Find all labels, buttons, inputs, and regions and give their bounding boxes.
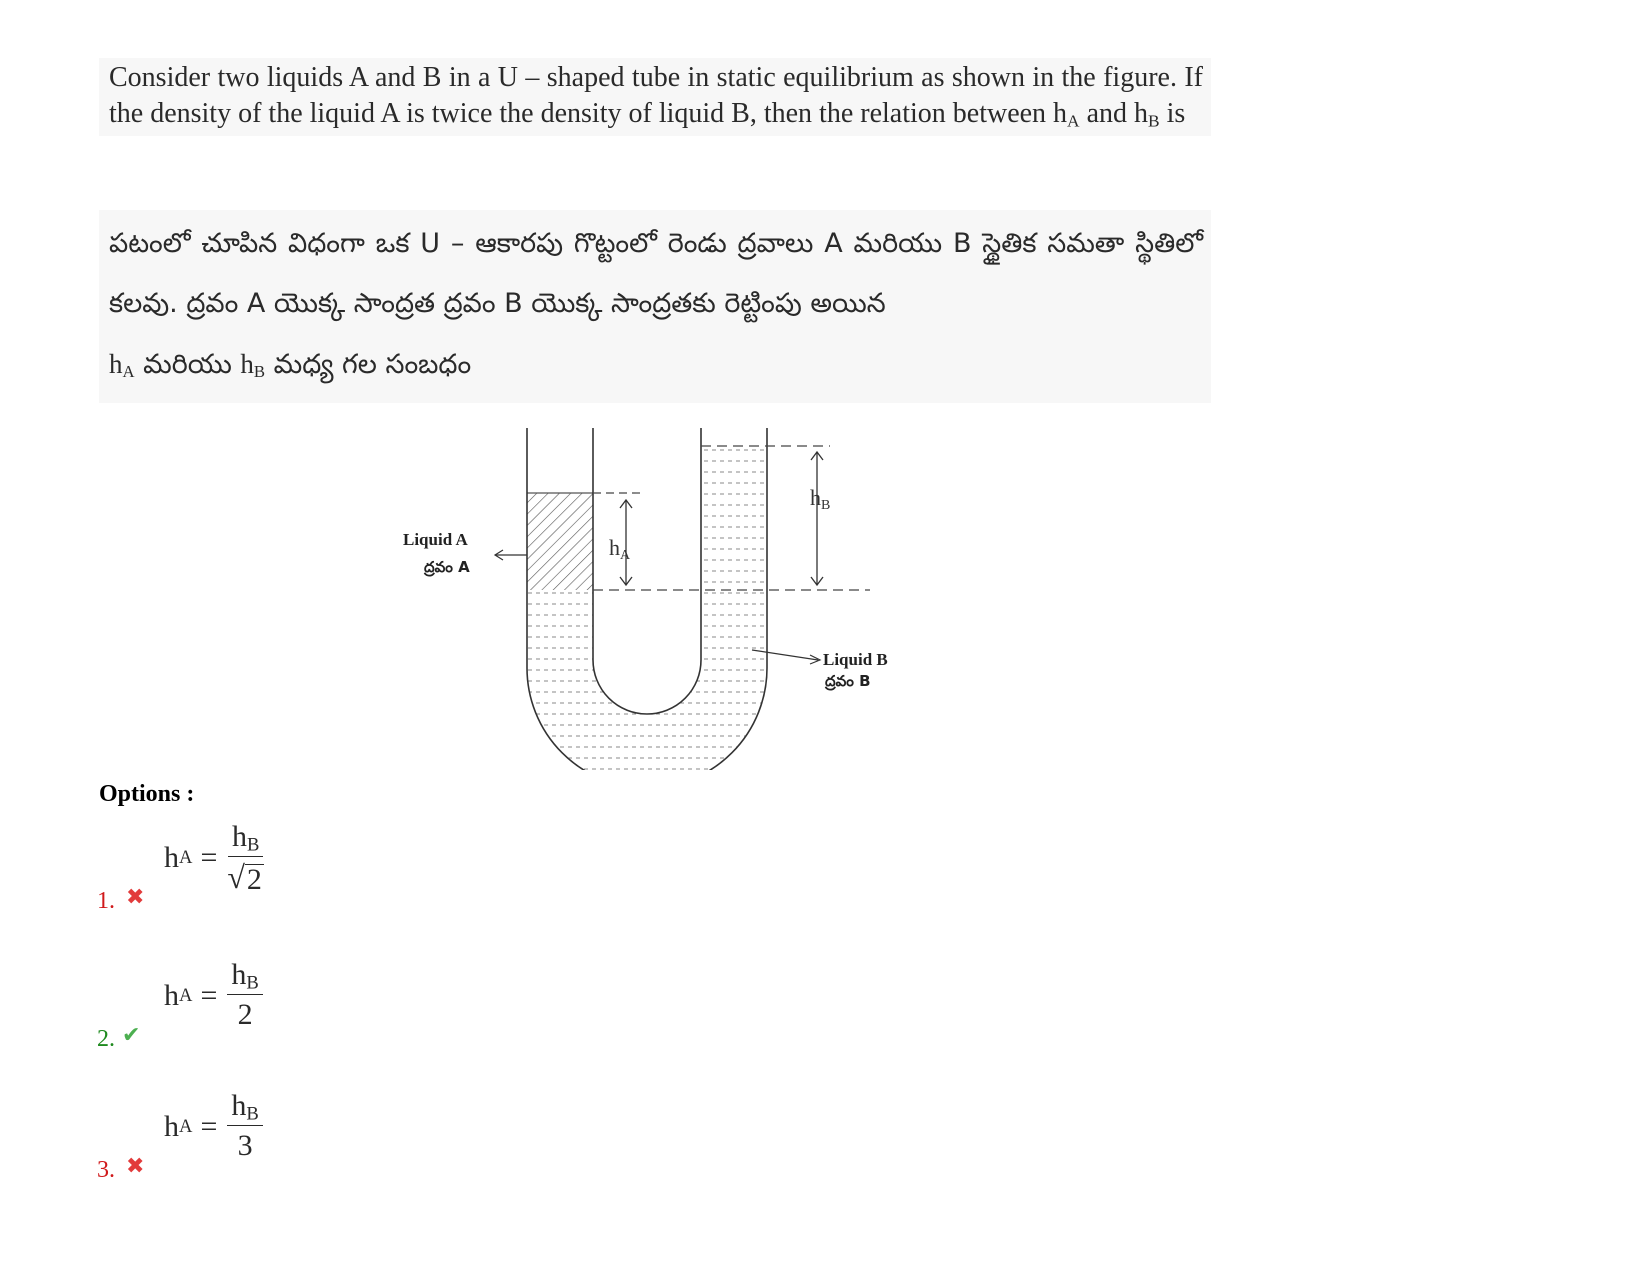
hb-label: hB (810, 485, 831, 513)
wrong-icon: ✖ (126, 884, 145, 909)
option-2[interactable] (97, 958, 497, 1058)
subscript-a: A (1067, 111, 1080, 131)
tube-inner-wall (593, 428, 701, 714)
subscript-a: A (122, 362, 135, 382)
option-3-formula: h A = $\frac{h_B}{3}$ (164, 1089, 263, 1164)
option-3[interactable] (97, 1089, 497, 1189)
question-text-part: and h (1079, 98, 1149, 129)
option-2-formula: h A = $\frac{h_B}{2}$ (164, 958, 263, 1033)
telugu-text-part: పటంలో చూపిన విధంగా ఒక U – ఆకారపు గొట్టంలో రెండు ద్రవాలు A మరియు B స్థైతిక సమతా స్థితిలో కలవు. ద్రవం A యొక్క సాంద్రత ద్రవం B యొక్క సాంద్రతకు రెట్టింపు అయిన (109, 228, 1203, 319)
liquid-a-fill (527, 493, 593, 590)
option-number: 1. (97, 888, 115, 914)
options-title: Options : (99, 781, 195, 807)
question-text-part: Consider two liquids A and B in a U – shaped tube in static equilibrium as shown in the figure. If the density of the liquid A is twice the density of liquid B, then the relation between h (109, 62, 1203, 129)
u-tube-diagram (390, 420, 910, 770)
question-text-telugu (99, 210, 1211, 403)
option-1[interactable] (97, 820, 497, 920)
subscript-b: B (1148, 111, 1160, 131)
liquid-a-label-telugu: ద్రవం A (424, 558, 470, 576)
telugu-text-part: మరియు (134, 349, 241, 380)
question-text-english (99, 58, 1211, 136)
liquid-b-label-telugu: ద్రవం B (825, 672, 871, 690)
option-1-formula: h A = $h_B$ √ 2 (164, 820, 262, 896)
check-icon: ✔ (122, 1022, 141, 1047)
liquid-b-label: Liquid B (823, 650, 888, 669)
telugu-h-symbol: h (109, 349, 123, 379)
option-number: 2. (97, 1026, 115, 1052)
sqrt-symbol: √ (227, 859, 245, 895)
subscript-b: B (253, 362, 266, 382)
telugu-text-part: మధ్య గల సంబధం (265, 349, 472, 380)
question-text-part: is (1159, 98, 1186, 129)
wrong-icon: ✖ (126, 1153, 145, 1178)
liquid-a-label: Liquid A (403, 530, 468, 549)
telugu-h-symbol: h (240, 349, 254, 379)
option-number: 3. (97, 1157, 115, 1183)
ha-label: hA (609, 535, 631, 563)
